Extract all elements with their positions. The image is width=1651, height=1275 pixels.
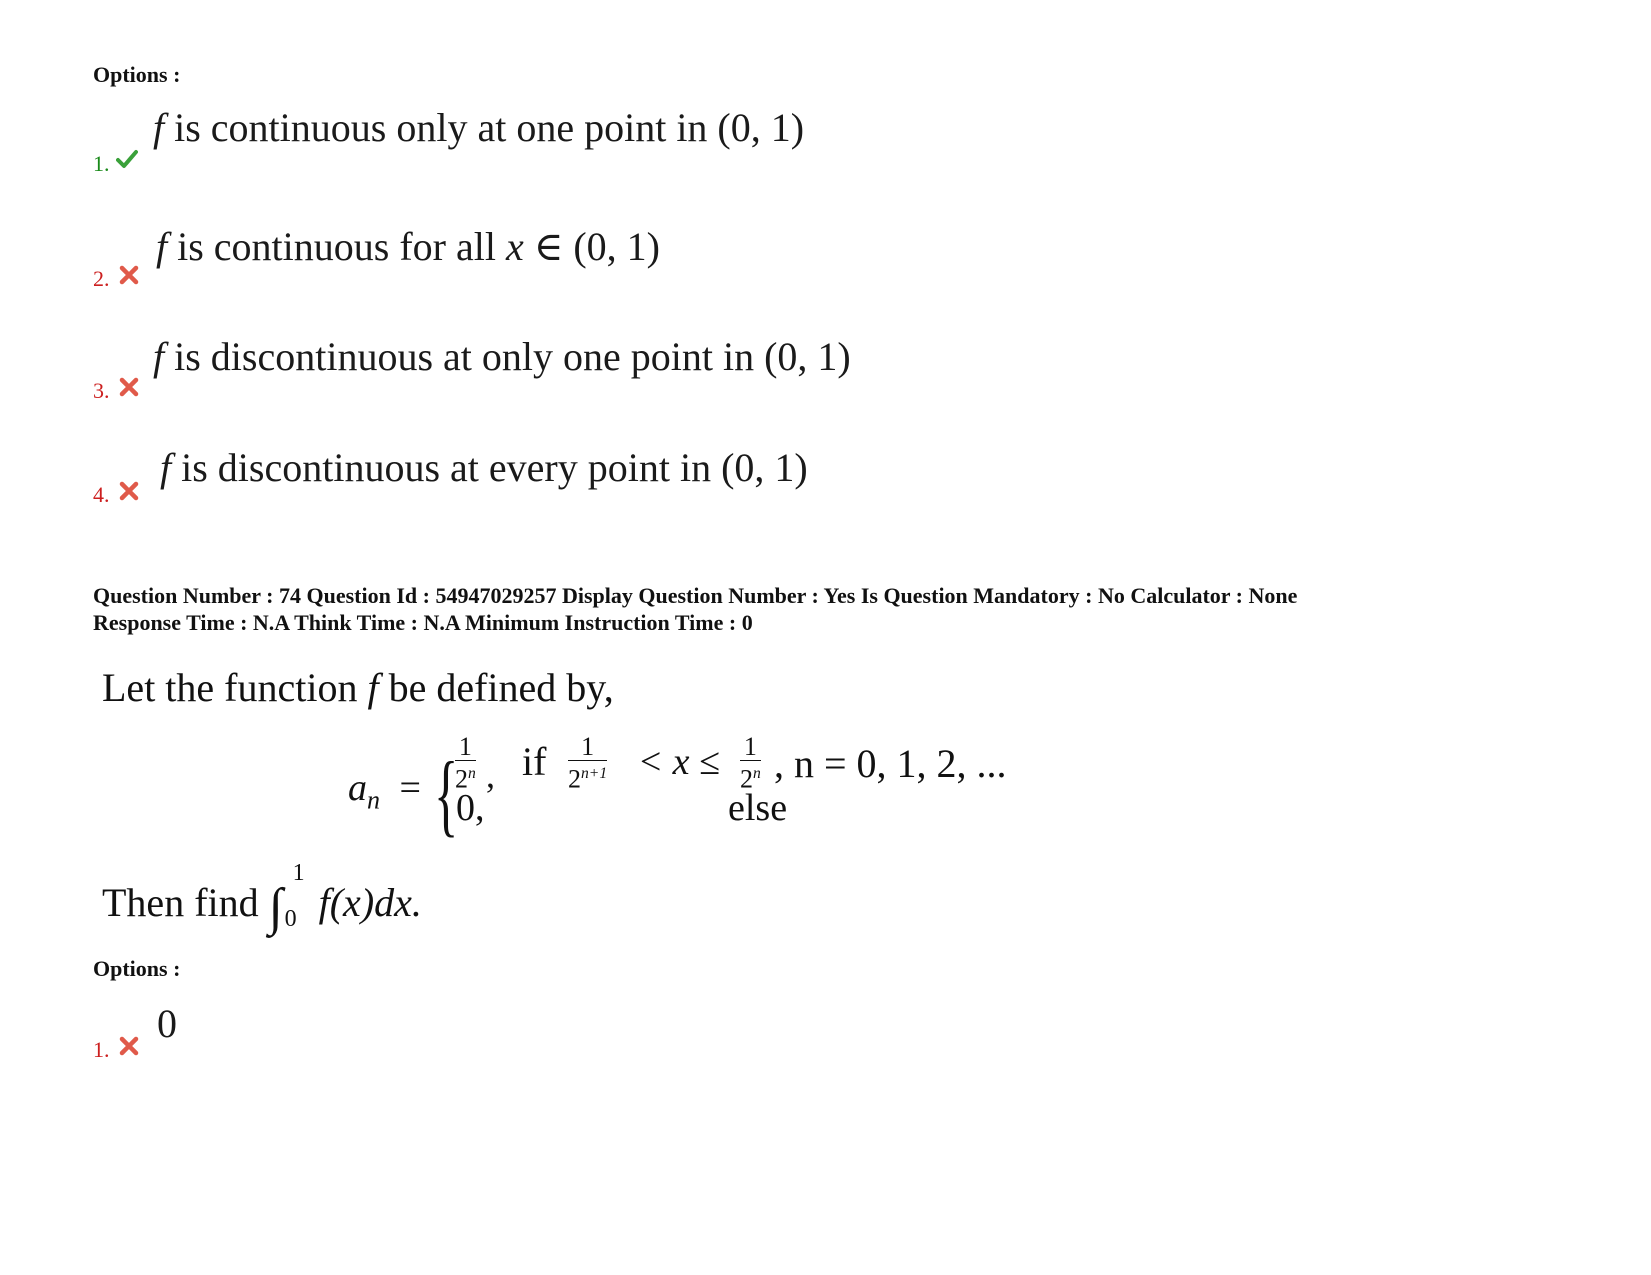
piecewise-definition <box>348 732 1080 880</box>
option-text: f is discontinuous at only one point in (0, 1) <box>153 334 851 379</box>
option-text: 0 <box>157 1001 177 1046</box>
question-then: Then find ∫ 1 0 f(x)dx. <box>102 860 422 936</box>
option-number: 2. <box>93 266 110 291</box>
else-label: else <box>728 787 788 829</box>
case2-value: 0, <box>456 787 485 829</box>
cond-fraction: $\frac{1}{2^{n+1}}$ <box>568 732 608 794</box>
cross-icon <box>118 480 140 502</box>
cross-icon <box>118 264 140 286</box>
option-text: f is discontinuous at every point in (0, 1) <box>160 445 808 490</box>
cross-icon <box>118 1035 140 1057</box>
option-number: 3. <box>93 378 110 403</box>
options-heading: Options : <box>93 956 181 981</box>
question-meta-line-1: Question Number : 74 Question Id : 54947029257 Display Question Number : Yes Is Question Mandatory : No Calculator : None <box>93 583 1298 608</box>
question-meta-line-2: Response Time : N.A Think Time : N.A Minimum Instruction Time : 0 <box>93 610 753 635</box>
question-intro: Let the function f be defined by, <box>102 665 614 710</box>
cond-tail: , n = 0, 1, 2, ... <box>774 741 1007 786</box>
option-number: 4. <box>93 482 110 507</box>
cross-icon <box>118 376 140 398</box>
cond-fraction-2: $\frac{1}{2^n}$ <box>740 732 761 794</box>
check-icon <box>116 148 138 170</box>
option-number: 1. <box>93 151 110 176</box>
lhs: $a_n$ = <box>348 767 421 815</box>
cond-inequality: < x ≤ <box>628 741 730 783</box>
option-text: f is continuous only at one point in (0, 1) <box>153 105 805 150</box>
brace: { <box>434 743 459 845</box>
if-label: if <box>522 739 547 784</box>
option-text: f is continuous for all x ∈ (0, 1) <box>156 224 660 269</box>
options-heading: Options : <box>93 62 181 87</box>
case1-fraction: $\frac{1}{2^n}$ <box>455 732 476 794</box>
option-number: 1. <box>93 1037 110 1062</box>
case1-comma: , <box>486 755 495 795</box>
